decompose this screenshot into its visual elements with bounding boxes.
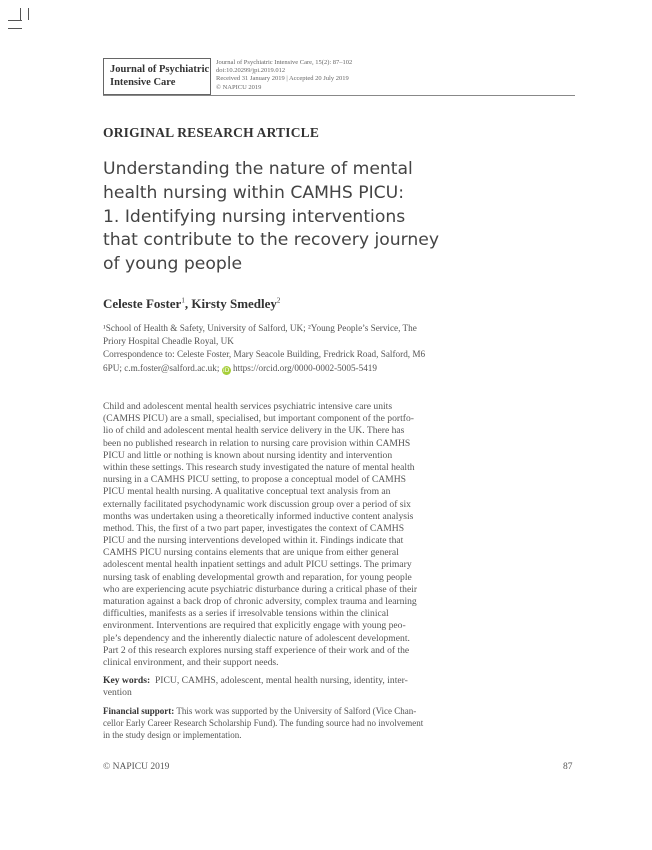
journal-name-box [103, 58, 211, 95]
crop-mark [8, 20, 22, 21]
abstract-line: adolescent mental health inpatient settings and adult PICU settings. The primary [103, 559, 412, 571]
abstract-line: who are experiencing acute psychiatric disturbance during a critical phase of their [103, 583, 418, 595]
crop-mark [28, 8, 29, 20]
abstract-line: method. This, the first of a two part paper, investigates the context of CAMHS [103, 522, 405, 534]
funding-line: cellor Early Career Research Scholarship Fund). The funding source had no involvement [103, 718, 424, 729]
journal-name-line: Intensive Care [110, 77, 176, 88]
orcid-icon[interactable]: iD [223, 366, 230, 374]
abstract-line: PICU and the nursing interventions developed within it. Findings indicate that [103, 535, 404, 547]
page-number: 87 [563, 762, 573, 772]
author-list [103, 296, 280, 312]
correspondence-line [103, 362, 468, 375]
author-separator: , [184, 296, 192, 311]
author-name: Celeste Foster [103, 296, 182, 311]
abstract-line: Part 2 of this research explores nursing staff experience of their work and of the [103, 644, 410, 656]
journal-name-line: Journal of Psychiatric [110, 64, 210, 75]
article-type: ORIGINAL RESEARCH ARTICLE [103, 125, 320, 140]
abstract-line: PICU and little or nothing is known about nursing identity and intervention [103, 449, 393, 461]
correspondence-email[interactable]: 6PU; c.m.foster@salford.ac.uk; [103, 362, 220, 373]
keywords-line: vention [103, 687, 132, 699]
abstract-line: ple’s dependency and the inherently dialectic nature of adolescent development. [103, 632, 410, 644]
abstract-line: CAMHS PICU nursing contains elements that are unique from either general [103, 547, 399, 559]
keywords-line [103, 675, 463, 687]
funding-line: in the study design or implementation. [103, 730, 242, 741]
abstract-line: (CAMHS PICU) are a small, specialised, but important component of the portfo- [103, 413, 414, 425]
title-line: of young people [103, 254, 243, 275]
title-line: health nursing within CAMHS PICU: [103, 182, 405, 203]
affiliations [103, 322, 468, 375]
abstract-line: clinical environment, and their support needs. [103, 656, 279, 668]
affiliation-marker: 2 [276, 296, 281, 305]
doi-line[interactable]: doi:10.20299/jpi.2019.012 [216, 67, 286, 75]
abstract-line: lio of child and adolescent mental health service delivery in the UK. There has [103, 425, 405, 437]
financial-support [103, 705, 463, 742]
copyright-line: © NAPICU 2019 [216, 83, 262, 91]
abstract-line: difficulties, manifests as a series if irresolvable tensions within the clinical [103, 608, 389, 620]
article-title [103, 158, 483, 277]
abstract-line: Child and adolescent mental health services psychiatric intensive care units [103, 401, 393, 412]
orcid-link[interactable]: https://orcid.org/0000-0002-5005-5419 [232, 362, 377, 373]
author-name: Kirsty Smedley [191, 296, 277, 311]
affiliation-line: Priory Hospital Cheadle Royal, UK [103, 336, 234, 347]
citation-line: Journal of Psychiatric Intensive Care, 15(2): 87–102 [216, 59, 353, 66]
keywords-label: Key words: [103, 675, 151, 686]
affiliation-line: ¹School of Health & Safety, University of Salford, UK; ²Young People’s Service, The [103, 323, 417, 333]
funding-label: Financial support: [103, 706, 175, 716]
crop-mark [20, 8, 21, 20]
funding-text: This work was supported by the University of Salford (Vice Chan- [176, 706, 417, 716]
abstract-line: environment. Interventions are required that explicitly engage with young peo- [103, 620, 406, 632]
citation-meta [216, 59, 352, 92]
abstract-line: nursing task of enabling developmental growth and reparation, for young people [103, 571, 412, 583]
affiliation-marker: 1 [181, 296, 185, 305]
abstract-line: maturation against a back drop of chronic adversity, complex trauma and learning [103, 596, 417, 607]
title-line: Understanding the nature of mental [103, 159, 413, 179]
abstract [103, 401, 463, 669]
funding-line [103, 705, 463, 717]
abstract-line: months was undertaken using a theoretically informed inductive content analysis [103, 510, 414, 522]
title-line: that contribute to the recovery journey [103, 230, 440, 251]
abstract-line: PICU mental health nursing. A qualitative conceptual text analysis from an [103, 486, 391, 498]
title-line: 1. Identifying nursing interventions [103, 206, 406, 227]
keywords-text: PICU, CAMHS, adolescent, mental health nursing, identity, inter- [154, 675, 408, 686]
abstract-line: nursing in a CAMHS PICU setting, to propose a conceptual model of CAMHS [103, 474, 406, 486]
footer-copyright: © NAPICU 2019 [103, 762, 170, 772]
header-rule [103, 95, 575, 96]
abstract-line: within these settings. This research study investigated the nature of mental health [103, 461, 415, 473]
abstract-line: been no published research in relation to nursing care provision within CAMHS [103, 437, 411, 449]
keywords [103, 675, 463, 699]
abstract-line: externally facilitated psychodynamic work discussion group over a period of six [103, 498, 411, 510]
crop-mark [8, 28, 22, 29]
correspondence-line: Correspondence to: Celeste Foster, Mary Seacole Building, Fredrick Road, Salford, M6 [103, 349, 426, 360]
dates-line: Received 31 January 2019 | Accepted 20 July 2019 [216, 75, 349, 83]
